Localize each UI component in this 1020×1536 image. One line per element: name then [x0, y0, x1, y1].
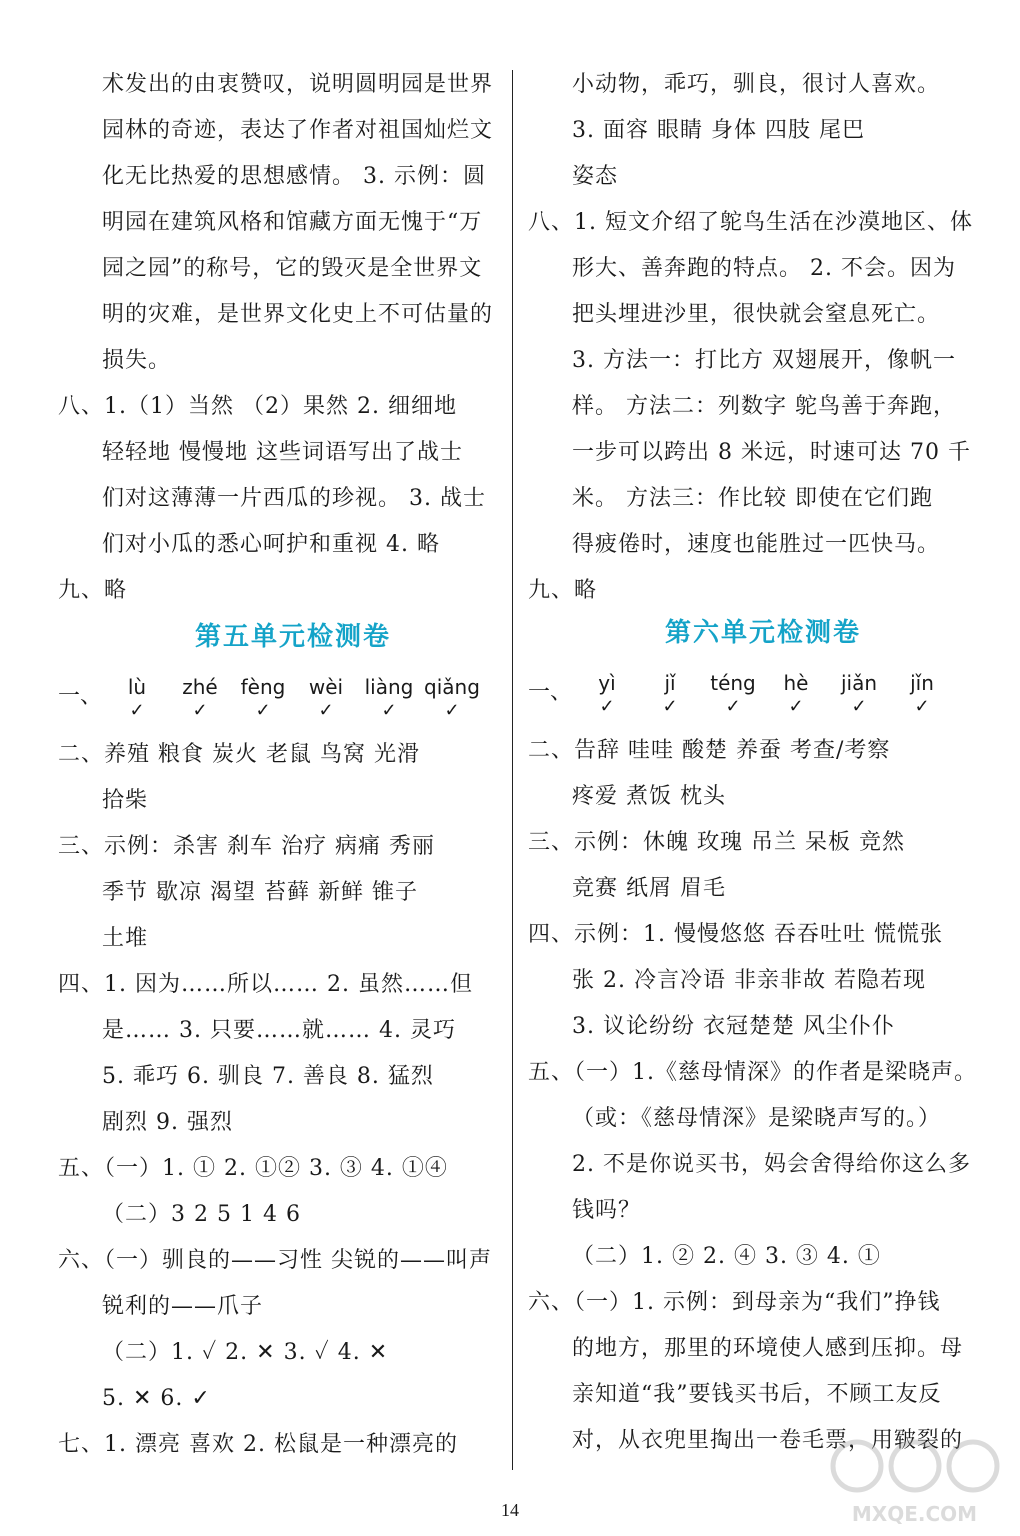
text-line: 三、示例：杀害 刹车 治疗 病痛 秀丽	[58, 834, 435, 859]
text-line: 四、示例：1. 慢慢悠悠 吞吞吐吐 慌慌张	[528, 922, 943, 947]
watermark-logo	[827, 1436, 1002, 1526]
text-line: 姿态	[572, 164, 619, 189]
text-line: 五、（一）1. ① 2. ①② 3. ③ 4. ①④	[58, 1156, 448, 1181]
pinyin-text: yì	[598, 671, 616, 695]
pinyin-item	[824, 670, 894, 718]
pinyin-item	[698, 670, 768, 718]
text-line: 四、1. 因为……所以…… 2. 虽然……但	[58, 972, 473, 997]
text-line: 拾柴	[102, 788, 149, 813]
pinyin-item	[291, 674, 361, 722]
text-line: 2. 不是你说买书，妈会舍得给你这么多	[572, 1152, 971, 1177]
text-line: 明的灾难，是世界文化史上不可估量的	[102, 302, 494, 327]
text-line: 园之园”的称号，它的毁灭是全世界文	[102, 256, 483, 281]
text-line: 得疲倦时，速度也能胜过一匹快马。	[572, 532, 941, 557]
text-line: 张 2. 冷言冷语 非亲非故 若隐若现	[572, 968, 926, 993]
pinyin-item	[165, 674, 235, 722]
text-line: 把头埋进沙里，很快就会窒息死亡。	[572, 302, 941, 327]
text-line: 明园在建筑风格和馆藏方面无愧于“万	[102, 210, 483, 235]
text-line: 竞赛 纸屑 眉毛	[572, 876, 726, 901]
watermark-text: MXQE.COM	[851, 1502, 978, 1526]
pinyin-item	[761, 670, 831, 718]
text-line: 季节 歇凉 渴望 苔藓 新鲜 锥子	[102, 880, 418, 905]
pinyin-text: lù	[127, 675, 147, 699]
text-line: 小动物，乖巧，驯良，很讨人喜欢。	[572, 72, 941, 97]
text-line: （或：《慈母情深》是梁晓声写的。）	[572, 1106, 942, 1131]
check-mark: ✓	[192, 700, 208, 721]
check-mark: ✓	[851, 696, 867, 717]
pinyin-text: jǐn	[910, 671, 934, 695]
text-line: 亲知道“我”要钱买书后，不顾工友反	[572, 1382, 942, 1407]
text-line: 二、养殖 粮食 炭火 老鼠 鸟窝 光滑	[58, 742, 420, 767]
check-mark: ✓	[788, 696, 804, 717]
text-line: （二）3 2 5 1 4 6	[102, 1202, 301, 1227]
text-line: 术发出的由衷赞叹，说明圆明园是世界	[102, 72, 494, 97]
pinyin-text: fèng	[240, 675, 286, 699]
check-mark: ✓	[914, 696, 930, 717]
text-line: 们对小瓜的悉心呵护和重视 4. 略	[102, 532, 440, 557]
text-line: 锐利的——爪子	[102, 1294, 264, 1319]
text-line: 园林的奇迹，表达了作者对祖国灿烂文	[102, 118, 494, 143]
text-line: 二、告辞 哇哇 酸楚 养蚕 考查/考察	[528, 738, 891, 763]
pinyin-text: téng	[710, 671, 756, 695]
text-line: 5. ✕ 6. ✓	[102, 1386, 211, 1411]
text-line: 五、（一）1.《慈母情深》的作者是梁晓声。	[528, 1060, 977, 1085]
text-line: 米。 方法三：作比较 即使在它们跑	[572, 486, 933, 511]
text-line: 3. 议论纷纷 衣冠楚楚 风尘仆仆	[572, 1014, 895, 1039]
text-line: 们对这薄薄一片西瓜的珍视。 3. 战士	[102, 486, 486, 511]
check-mark: ✓	[662, 696, 678, 717]
text-line: 八、1. 短文介绍了鸵鸟生活在沙漠地区、体	[528, 210, 973, 235]
pinyin-row	[58, 674, 528, 734]
pinyin-text: zhé	[182, 675, 218, 699]
pinyin-item	[102, 674, 172, 722]
text-line: 九、略	[58, 578, 128, 603]
pinyin-text: jǐ	[664, 671, 676, 695]
text-line: 形大、善奔跑的特点。 2. 不会。因为	[572, 256, 956, 281]
text-line: 样。 方法二：列数字 鸵鸟善于奔跑，	[572, 394, 956, 419]
text-line: 损失。	[102, 348, 172, 373]
pinyin-item	[417, 674, 487, 722]
text-line: 化无比热爱的思想感情。 3. 示例：圆	[102, 164, 486, 189]
text-line: 七、1. 漂亮 喜欢 2. 松鼠是一种漂亮的	[58, 1432, 458, 1457]
text-line: 疼爱 煮饭 枕头	[572, 784, 726, 809]
pinyin-item	[228, 674, 298, 722]
question-number: 一、	[58, 684, 103, 709]
text-line: 的地方，那里的环境使人感到压抑。母	[572, 1336, 964, 1361]
text-line: （二）1. ✓ 2. ✕ 3. ✓ 4. ✕	[102, 1340, 389, 1365]
pinyin-row	[528, 670, 998, 730]
text-line: 轻轻地 慢慢地 这些词语写出了战士	[102, 440, 463, 465]
text-line: （二）1. ② 2. ④ 3. ③ 4. ①	[572, 1244, 881, 1269]
section-title: 第五单元检测卷	[194, 622, 391, 652]
pinyin-item	[354, 674, 424, 722]
text-line: 六、（一）驯良的——习性 尖锐的——叫声	[58, 1248, 492, 1273]
text-line: 3. 面容 眼睛 身体 四肢 尾巴	[572, 118, 865, 143]
pinyin-item	[635, 670, 705, 718]
pinyin-item	[887, 670, 957, 718]
pinyin-text: jiǎn	[840, 671, 878, 695]
pinyin-text: liàng	[364, 675, 414, 699]
check-mark: ✓	[444, 700, 460, 721]
pinyin-item	[572, 670, 642, 718]
pinyin-text: wèi	[308, 675, 344, 699]
check-mark: ✓	[725, 696, 741, 717]
pinyin-text: hè	[783, 671, 809, 695]
check-mark: ✓	[129, 700, 145, 721]
check-mark: ✓	[381, 700, 397, 721]
section-title: 第六单元检测卷	[664, 618, 861, 648]
pinyin-text: qiǎng	[424, 675, 480, 699]
check-mark: ✓	[599, 696, 615, 717]
text-line: 5. 乖巧 6. 驯良 7. 善良 8. 猛烈	[102, 1064, 434, 1089]
text-line: 一步可以跨出 8 米远，时速可达 70 千	[572, 440, 971, 465]
check-mark: ✓	[318, 700, 334, 721]
text-line: 是…… 3. 只要……就…… 4. 灵巧	[102, 1018, 456, 1043]
text-line: 九、略	[528, 578, 598, 603]
text-line: 钱吗？	[572, 1198, 642, 1223]
check-mark: ✓	[255, 700, 271, 721]
text-line: 土堆	[102, 926, 149, 951]
text-line: 六、（一）1. 示例：到母亲为“我们”挣钱	[528, 1290, 941, 1315]
text-line: 三、示例：休魄 玫瑰 吊兰 呆板 竞然	[528, 830, 905, 855]
question-number: 一、	[528, 680, 573, 705]
page-number: 14	[501, 1500, 519, 1520]
text-line: 对，从衣兜里掏出一卷毛票，用皲裂的	[572, 1428, 964, 1453]
text-line: 剧烈 9. 强烈	[102, 1110, 233, 1135]
text-line: 八、1.（1）当然 （2）果然 2. 细细地	[58, 394, 457, 419]
text-line: 3. 方法一：打比方 双翅展开，像帆一	[572, 348, 956, 373]
column-divider	[512, 70, 513, 1470]
